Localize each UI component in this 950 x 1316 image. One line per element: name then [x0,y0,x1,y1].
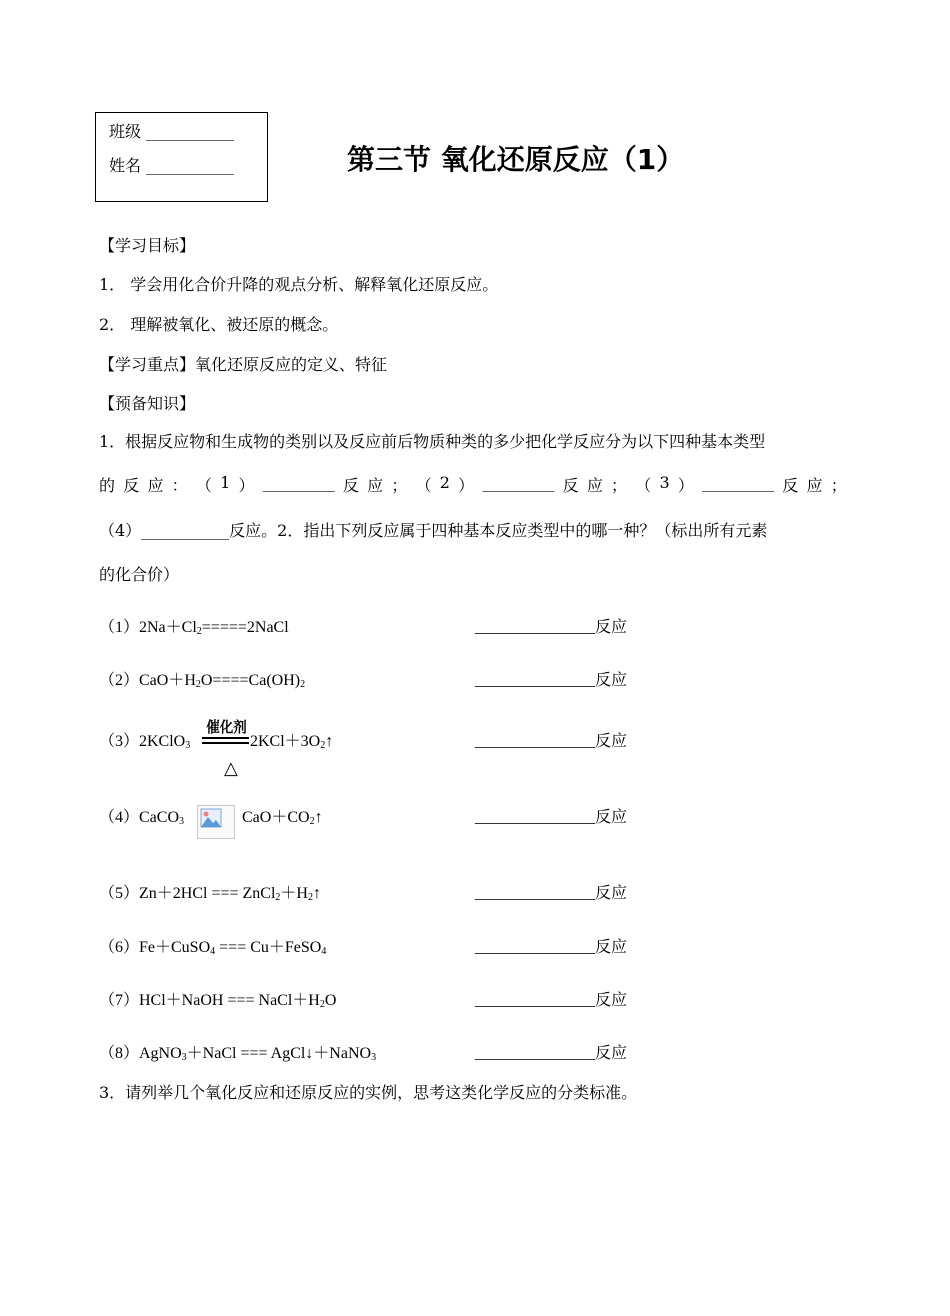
reaction-equals-bar [202,742,249,744]
reaction-2: $(2)CaO+H_2O====Ca(OH)_2$ [99,672,306,690]
catalyst-label: 催化剂 [206,718,247,736]
q1-part: 应 [367,476,384,495]
q1-part: 应 [586,476,603,495]
q1-part: ： [171,476,188,495]
question-1-line-3: （4）___________反应。2．指出下列反应属于四种基本反应类型中的哪一种？（标出所有元素 [99,521,768,540]
reaction-1-answer[interactable]: _______________反应 [475,619,628,636]
blank-1[interactable]: _________ [262,473,335,492]
q1-part: ； [611,476,628,495]
q1-part: 反 [342,476,359,495]
blank-2[interactable]: _________ [482,473,555,492]
q1-part: （ [415,476,432,495]
objective-item: 2． 理解被氧化、被还原的概念。 [99,315,339,334]
reaction-1: $(1)2Na+Cl_2=====2NaCl$ [99,619,289,637]
page-title: 第三节 氧化还原反应（1） [347,143,685,176]
prep-heading: 【预备知识】 [99,394,196,413]
objective-item: 1． 学会用化合价升降的观点分析、解释氧化还原反应。 [99,275,499,294]
q1-part: （ [195,476,212,495]
q1-part: 反 [782,476,799,495]
q1-part: ） [238,476,255,495]
q1-part: 应 [806,476,823,495]
question-3: 3．请列举几个氧化反应和还原反应的实例，思考这类化学反应的分类标准。 [99,1083,638,1102]
reaction-3-right: $2KCl+3O_2↑$ [250,733,334,751]
q1-part: ） [458,476,475,495]
objectives-heading: 【学习目标】 [99,236,196,255]
reaction-3-answer[interactable]: _______________反应 [475,733,628,750]
reaction-6-answer[interactable]: _______________反应 [475,939,628,956]
question-1-line-2 [99,473,847,496]
broken-image-icon [197,805,235,839]
reaction-8: （8）AgNO$_3$＋NaCl === AgCl↓＋NaNO$_3$ [99,1045,377,1063]
reaction-3-left: （3）2KClO$_3$ [99,733,191,751]
key-points: 【学习重点】氧化还原反应的定义、特征 [99,355,388,374]
question-1-line-1: 1．根据反应物和生成物的类别以及反应前后物质种类的多少把化学反应分为以下四种基本类型 [99,432,766,451]
reaction-8-answer[interactable]: _______________反应 [475,1045,628,1062]
reaction-5-answer[interactable]: _______________反应 [475,885,628,902]
reaction-7: （7）HCl＋NaOH === $NaCl+H_2O$ [99,992,337,1010]
reaction-4-answer[interactable]: _______________反应 [475,809,628,826]
q1-part: （ [635,476,652,495]
q1-part: ； [830,476,847,495]
reaction-7-answer[interactable]: _______________反应 [475,992,628,1009]
q1-part: 1 [220,473,231,492]
reaction-2-answer[interactable]: _______________反应 [475,672,628,689]
blank-3[interactable]: _________ [702,473,775,492]
q1-part: ； [391,476,408,495]
q1-part: 的 [99,476,116,495]
heat-symbol: △ [224,758,238,779]
q1-part: 3 [659,473,670,492]
reaction-5: （5）Zn＋2HCl === $ZnCl_2+H_2↑$ [99,885,321,903]
q1-part: 应 [147,476,164,495]
q1-part: 反 [123,476,140,495]
class-name-box [95,112,268,202]
question-1-line-4: 的化合价） [99,565,180,584]
reaction-4-left: （4）CaCO$_3$ [99,809,185,827]
q1-part: ） [677,476,694,495]
q1-part: 反 [562,476,579,495]
reaction-6: （6）Fe＋CuSO$_4$ === Cu＋FeSO$_4$ [99,939,327,957]
reaction-equals-bar [202,737,249,739]
class-field[interactable]: 班级 ___________ [109,122,235,141]
name-field[interactable]: 姓名 ___________ [109,156,235,175]
q1-part: 2 [439,473,450,492]
reaction-4-right: $CaO+CO_2↑$ [242,809,323,827]
